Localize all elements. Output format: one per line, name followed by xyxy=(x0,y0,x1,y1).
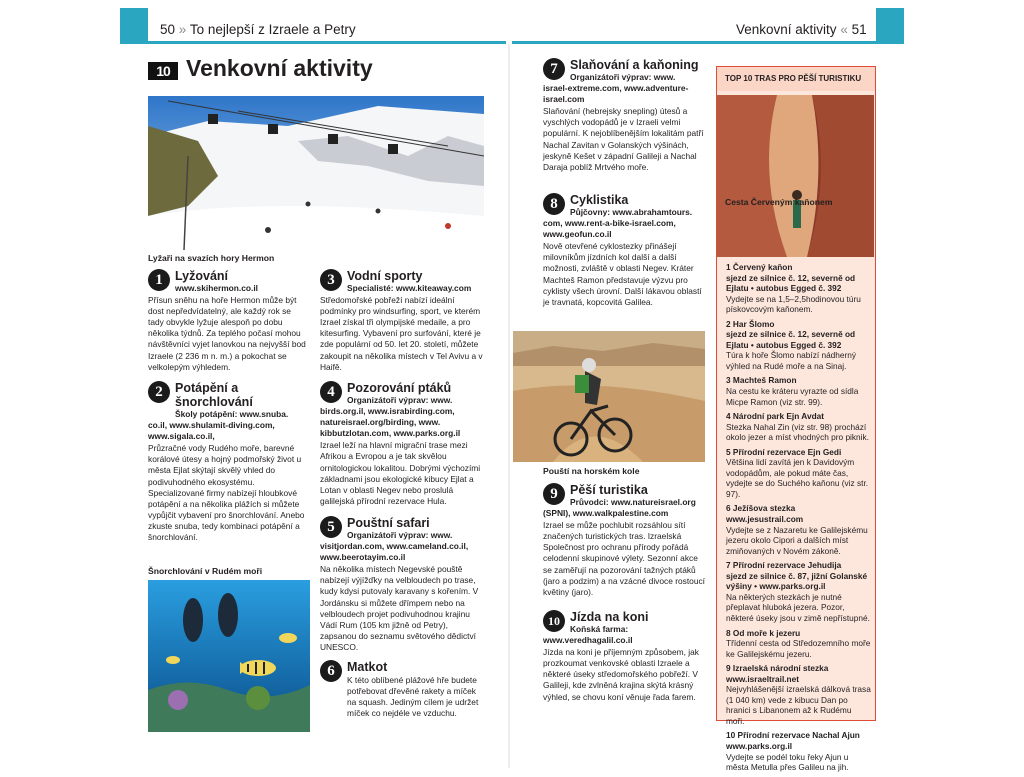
bike-photo-caption: Pouští na horském kole xyxy=(543,466,640,476)
ski-photo-caption: Lyžaři na svazích hory Hermon xyxy=(148,253,275,263)
box-photo-caption: Cesta Červeným kaňonem xyxy=(725,197,833,207)
section-birdwatching xyxy=(320,381,484,507)
trail-description: Stezka Nahal Zin (viz str. 98) prochází okolo jezer a míst vhodných pro piknik. xyxy=(726,421,869,443)
section-link: Průvodci: www.natureisrael.org xyxy=(570,497,696,507)
trail-title: 10 Přírodní rezervace Nachal Ajun xyxy=(726,730,860,741)
trail-description: Na cestu ke kráteru vyrazte od sídla Micpe Ramon (viz str. 99). xyxy=(726,386,859,407)
section-title: Pozorování ptáků xyxy=(347,381,452,395)
section-title: Potápění a šnorchlování xyxy=(175,381,253,409)
section-link: www.skihermon.co.il xyxy=(175,283,258,293)
trail-description: Nejvyhlášenější izraelská dálková trasa (1 040 km) vede z kibucu Dan po hranici s Libanonem až k Rudému moři. xyxy=(726,684,871,726)
section-number: 2 xyxy=(148,381,170,403)
section-link-cont: www.veredhagalil.co.il xyxy=(543,635,633,646)
trail-title: 4 Národní park Ejn Avdat xyxy=(726,411,825,422)
section-link: Organizátoři výprav: www. xyxy=(570,72,676,82)
section-link: Půjčovny: www.abrahamtours. xyxy=(570,207,693,217)
section-title: Matkot xyxy=(347,660,388,674)
section-body: Izrael leží na hlavní migrační trase mezi Afrikou a Evropou a je tak skvělou ornitologickou lokalitou. Dobrými výchozími základnami jsou ekologické kibucy Ejlat a Lotan v oblasti Negev nebo proslulá galilejská přírodní rezervace Hula. xyxy=(320,440,481,506)
trail-access: sjezd ze silnice č. 87, jižní Golanské výšiny • www.parks.org.il xyxy=(726,570,868,592)
trail-item xyxy=(726,411,871,443)
section-title: Vodní sporty xyxy=(347,269,423,283)
trail-item xyxy=(726,319,871,372)
right-page-header xyxy=(736,22,867,37)
trail-title: 8 Od moře k jezeru xyxy=(726,627,801,638)
page-title: Venkovní aktivity xyxy=(186,55,373,81)
section-body: Středomořské pobřeží nabízí ideální podmínky pro windsurfing, sport, ve kterém Izrael získal tři olympijské medaile, a pro kitesurfing. Vybavení pro surfování, které je zde populární od 50. let 20. století, můžete zakoupit na několika místech v Tel Avivu a v Haifě. xyxy=(320,295,483,372)
chapter-running-title: To nejlepší z Izraele a Petry xyxy=(189,22,356,37)
section-hiking xyxy=(543,483,707,598)
top10-badge: 10 xyxy=(148,62,178,80)
trail-access: sjezd ze silnice č. 12, severně od Ejlatu • autobus Egged č. 392 xyxy=(726,329,856,350)
section-link: Školy potápění: www.snuba. xyxy=(175,409,289,419)
section-number: 3 xyxy=(320,269,342,291)
trail-description: Vydejte se z Nazaretu ke Galilejskému jezeru okolo Cipori a dalších míst zmiňovaných v Novém zákoně. xyxy=(726,524,868,556)
left-page-header xyxy=(160,22,356,37)
section-number: 5 xyxy=(320,516,342,538)
header-tab-right xyxy=(876,8,904,44)
red-canyon-photo xyxy=(717,95,874,257)
section-body: Na několika místech Negevské pouště nabízejí výjížďky na velbloudech po trase, kudy kdysi putovaly karavany s kořením. V Jordánsku si můžete dřímpem nebo na velbloudech projet podivuhodnou krajinu Vádí Rum (105 km jižně od Petry), zapsanou do seznamu světového dědictví UNESCO. xyxy=(320,564,479,652)
trail-title: 6 Ježíšova stezka xyxy=(726,503,796,514)
trail-item xyxy=(726,447,871,500)
section-body: Jízda na koni je příjemným způsobem, jak prozkoumat venkovské oblasti Izraele a některé úseky středomořského pobřeží. V Galileji, kde zvlněná krajina skýtá krásný výhled, se chovu koní věnuje řada farem. xyxy=(543,647,699,702)
section-number: 6 xyxy=(320,660,342,682)
trail-description: Na některých stezkách je nutné přeplavat hluboká jezera. Pozor, některé úseky jsou v zimě nepřístupné. xyxy=(726,591,870,623)
trail-list xyxy=(726,262,871,777)
section-body: Nově otevřené cyklostezky přinášejí milovníkům jízdních kol další a další možnosti, zvláště v oblasti Negev. Kráter Machteš Ramon představuje výzvu pro cyklisty všech úrovní. Další lákavou oblastí je travnatá, kopcovitá Galilea. xyxy=(543,241,702,307)
trail-description: Vydejte se podél toku řeky Ajun u města Metulla přes Galileu na jih. xyxy=(726,751,849,773)
section-running-title: Venkovní aktivity xyxy=(736,22,837,37)
trail-title: 9 Izraelská národní stezka xyxy=(726,663,829,674)
trail-title: 2 Har Šlomo xyxy=(726,318,775,329)
snorkel-photo xyxy=(148,580,310,732)
trail-title: 1 Červený kaňon xyxy=(726,262,793,272)
trail-item xyxy=(726,663,871,726)
section-link-cont: co.il, www.shulamit-diving.com, www.sigala.co.il, xyxy=(148,420,275,442)
top10-trails-box xyxy=(716,66,876,773)
trail-item xyxy=(726,560,871,623)
section-body: Přísun sněhu na hoře Hermon může být dost nepředvídatelný, ale každý rok se tady obvykle lyžuje alespoň po dobu několika týdnů. Za teplého počasí mohou návštěvníci vyjet lanovkou na nejvyšší bod Izraele (2 236 m n. m.) a pokochat se velkolepým výhledem. xyxy=(148,295,306,372)
section-link-cont: birds.org.il, www.israbirding.com, natureisrael.org/birding, www. kibbutzlotan.com, www.parks.org.il xyxy=(320,406,461,439)
section-link-cont: (SPNI), www.walkpalestine.com xyxy=(543,508,669,519)
section-number: 1 xyxy=(148,269,170,291)
box-heading: TOP 10 TRAS PRO PĚŠÍ TURISTIKU xyxy=(717,67,875,91)
section-body: Průzračné vody Rudého moře, barevné korálové útesy a hojný podmořský život u města Ejlat skýtají skvělý vhled do podivuhodného ekosystému. Specializované firmy nabízejí hloubkové potápění a na několika plážích si můžete vypůjčit vybavení pro šnorchlování. Anebo zkuste snuba, tedy kombinaci potápění a šnorchlování. xyxy=(148,443,305,543)
section-number: 9 xyxy=(543,483,565,505)
header-separator-right: « xyxy=(840,22,848,37)
section-link-cont: visitjordan.com, www.cameland.co.il, www.beerotayim.co.il xyxy=(320,541,469,563)
section-link: Organizátoři výprav: www. xyxy=(347,530,453,540)
trail-description: Většina lidí zavítá jen k Davidovým vodopádům, ale pokud máte čas, vydejte se do Suchého kaňonu (viz str. 97). xyxy=(726,457,869,499)
bike-photo xyxy=(513,331,705,462)
header-separator-left: » xyxy=(178,22,187,37)
header-rule-right xyxy=(512,41,904,44)
section-cycling xyxy=(543,193,707,308)
trail-item xyxy=(726,375,871,407)
trail-access: www.parks.org.il xyxy=(726,740,793,751)
page-number-left: 50 xyxy=(160,22,176,37)
section-link: Specialisté: www.kiteaway.com xyxy=(347,283,472,293)
section-water-sports xyxy=(320,269,484,373)
section-number: 8 xyxy=(543,193,565,215)
trail-description: Túra k hoře Šlomo nabízí nádherný výhled na Rudé moře a na Sinaj. xyxy=(726,350,857,371)
section-link: Koňská farma: xyxy=(570,624,629,634)
trail-title: 7 Přírodní rezervace Jehudija xyxy=(726,560,842,571)
section-desert-safari xyxy=(320,516,484,653)
section-title: Slaňování a kaňoning xyxy=(570,58,699,72)
header-tab-left xyxy=(120,8,148,44)
trail-access: www.israeltrail.net xyxy=(726,673,800,684)
trail-item xyxy=(726,262,871,315)
section-title: Lyžování xyxy=(175,269,229,283)
section-matkot xyxy=(320,660,484,719)
section-link: Organizátoři výprav: www. xyxy=(347,395,453,405)
section-title: Jízda na koni xyxy=(570,610,649,624)
trail-access: www.jesustrail.com xyxy=(726,514,804,525)
section-body: K této oblíbené plážové hře budete potřebovat dřevěné rakety a míček na squash. Jediným cílem je udržet míček co nejdéle ve vzduchu. xyxy=(347,675,479,719)
section-body: Izrael se může pochlubit rozsáhlou sítí značených turistických tras. Izraelská Společnost pro ochranu přírody pořádá celodenní skupinové výlety. Sezonní akce se zaměřují na pozorování tažných ptáků (jaro a podzim) a na vzácné divoce rostoucí květiny (jaro). xyxy=(543,520,705,597)
section-skiing xyxy=(148,269,308,373)
trail-item xyxy=(726,503,871,556)
snorkel-photo-caption: Šnorchlování v Rudém moři xyxy=(148,566,263,576)
page-number-right: 51 xyxy=(851,22,867,37)
section-rappelling xyxy=(543,58,707,173)
trail-description: Vydejte se na 1,5–2,5hodinovou túru pískovcovým kaňonem. xyxy=(726,293,861,315)
section-link-cont: com, www.rent-a-bike-israel.com, www.geofun.co.il xyxy=(543,218,676,240)
section-link-cont: israel-extreme.com, www.adventure-israel.com xyxy=(543,83,689,105)
section-title: Pěší turistika xyxy=(570,483,648,497)
section-title: Cyklistika xyxy=(570,193,629,207)
section-number: 10 xyxy=(543,610,565,632)
trail-item xyxy=(726,730,871,772)
ski-photo xyxy=(148,96,484,250)
section-diving xyxy=(148,381,308,543)
trail-access: sjezd ze silnice č. 12, severně od Ejlatu • autobus Egged č. 392 xyxy=(726,272,856,294)
trail-title: 5 Přírodní rezervace Ejn Gedi xyxy=(726,446,842,457)
section-horse-riding xyxy=(543,610,707,703)
trail-title: 3 Machteš Ramon xyxy=(726,375,797,386)
section-title: Pouštní safari xyxy=(347,516,430,530)
trail-item xyxy=(726,628,871,660)
trail-description: Třídenní cesta od Středozemního moře ke Galilejskému jezeru. xyxy=(726,638,871,659)
section-number: 4 xyxy=(320,381,342,403)
page-gutter xyxy=(508,44,510,768)
section-number: 7 xyxy=(543,58,565,80)
header-rule-left xyxy=(120,41,506,44)
section-body: Slaňování (hebrejsky snepling) útesů a vyschlých vodopádů je v Izraeli velmi populární. K nejoblíbenějším lokalitám patří Nachal Zavitan v Golanských výšinách, jeskyně Kešet v západní Galileji a Nachal Daraja poblíž Mrtvého moře. xyxy=(543,106,704,172)
